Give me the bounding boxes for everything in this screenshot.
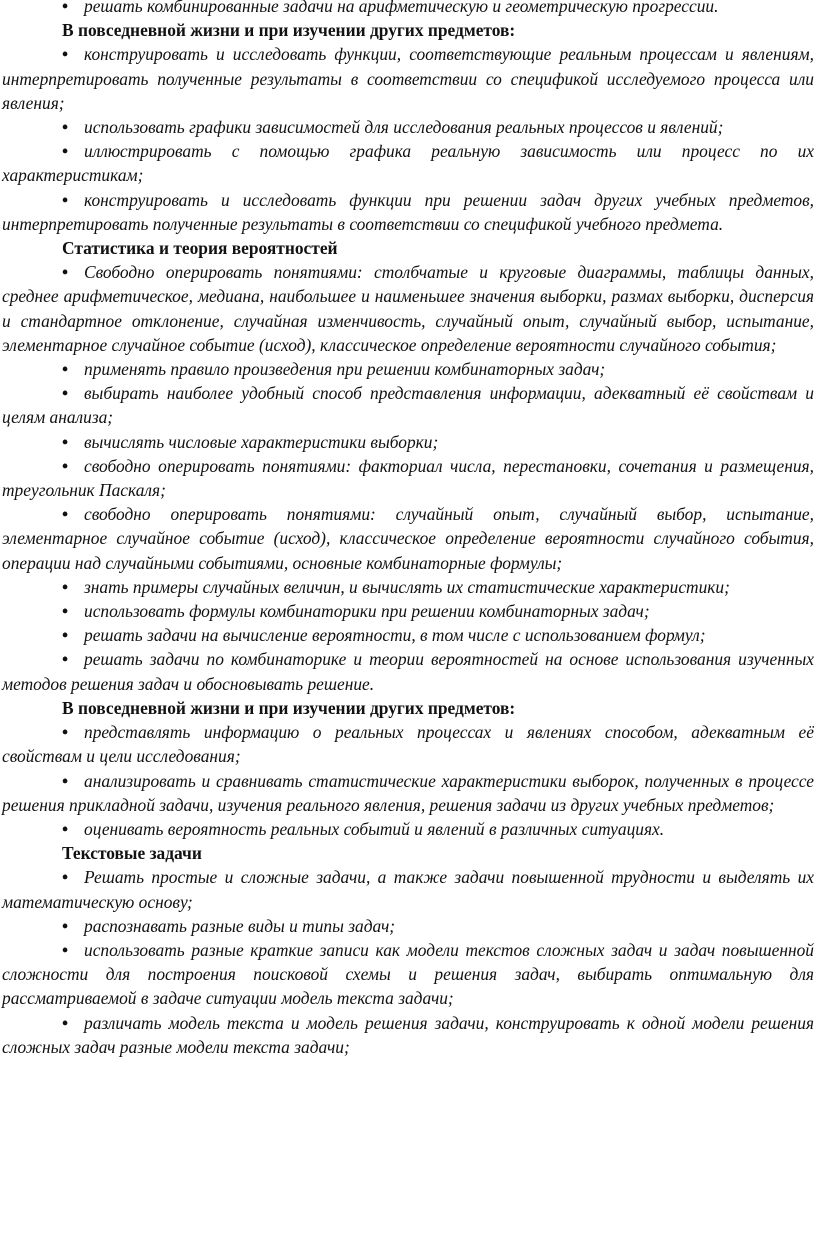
bullet-icon: • <box>62 455 69 476</box>
bullet-icon: • <box>62 1012 69 1033</box>
bullet-icon: • <box>62 939 69 960</box>
bullet-icon: • <box>62 625 69 646</box>
bullet-icon: • <box>62 722 69 743</box>
list-item: • решать комбинированные задачи на арифметическую и геометрическую прогрессии. <box>2 0 814 18</box>
bullet-icon: • <box>62 141 69 162</box>
bullet-icon: • <box>62 44 69 65</box>
list-item: • использовать формулы комбинаторики при решении комбинаторных задач; <box>2 599 814 623</box>
bullet-icon: • <box>62 818 69 839</box>
list-item: • использовать графики зависимостей для исследования реальных процессов и явлений; <box>2 115 814 139</box>
bullet-icon: • <box>62 189 69 210</box>
bullet-icon: • <box>62 359 69 380</box>
bullet-icon: • <box>62 383 69 404</box>
list-item: • анализировать и сравнивать статистические характеристики выборок, полученных в процессе решения прикладной задачи, изучения реального явления, решения задачи из других учебных предметов; <box>2 770 814 815</box>
list-item: • представлять информацию о реальных процессах и явлениях способом, адекватным её свойствам и цели исследования; <box>2 722 814 767</box>
bullet-icon: • <box>62 576 69 597</box>
list-item: • использовать разные краткие записи как модели текстов сложных задач и задач повышенной сложности для построения поисковой схемы и решения задач, выбирать оптимальную для рассматриваемой в задаче ситуации модель текста задачи; <box>2 939 814 1009</box>
list-item: • Решать простые и сложные задачи, а также задачи повышенной трудности и выделять их математическую основу; <box>2 867 814 912</box>
list-item: • выбирать наиболее удобный способ представления информации, адекватный её свойствам и целям анализа; <box>2 383 814 428</box>
list-item: • различать модель текста и модель решения задачи, конструировать к одной модели решения сложных задач разные модели текста задачи; <box>2 1012 814 1057</box>
list-item: • применять правило произведения при решении комбинаторных задач; <box>2 357 814 381</box>
bullet-icon: • <box>62 0 69 16</box>
section-heading: В повседневной жизни и при изучении других предметов: <box>62 697 516 718</box>
section-heading: Статистика и теория вероятностей <box>62 238 338 259</box>
list-item: • знать примеры случайных величин, и вычислять их статистические характеристики; <box>2 575 814 599</box>
bullet-icon: • <box>62 431 69 452</box>
bullet-icon: • <box>62 649 69 670</box>
bullet-icon: • <box>62 867 69 888</box>
section-heading: В повседневной жизни и при изучении других предметов: <box>62 20 516 41</box>
bullet-icon: • <box>62 504 69 525</box>
list-item: • оценивать вероятность реальных событий и явлений в различных ситуациях. <box>2 817 814 841</box>
list-item: • Свободно оперировать понятиями: столбчатые и круговые диаграммы, таблицы данных, среднее арифметическое, медиана, наибольшее и наименьшее значения выборки, размах выборки, дисперсия и стандартное отклонение, случайная изменчивость, случайный опыт, случайный выбор, испытание, элементарное случайное событие (исход), классическое определение вероятности случайного события; <box>2 262 814 355</box>
list-item: • конструировать и исследовать функции при решении задач других учебных предметов, интерпретировать полученные результаты в соответствии со спецификой учебного предмета. <box>2 189 814 234</box>
list-item: • свободно оперировать понятиями: случайный опыт, случайный выбор, испытание, элементарное случайное событие (исход), классическое определение вероятности случайного события, операции над случайными событиями, основные комбинаторные формулы; <box>2 504 814 573</box>
bullet-icon: • <box>62 770 69 791</box>
bullet-icon: • <box>62 262 69 283</box>
bullet-icon: • <box>62 117 69 138</box>
bullet-icon: • <box>62 601 69 622</box>
list-item: • свободно оперировать понятиями: факториал числа, перестановки, сочетания и размещения, треугольник Паскаля; <box>2 455 814 501</box>
list-item: • иллюстрировать с помощью графика реальную зависимость или процесс по их характеристикам; <box>2 141 814 186</box>
bullet-icon: • <box>62 915 69 936</box>
list-item: • распознавать разные виды и типы задач; <box>2 914 814 938</box>
section-heading: Текстовые задачи <box>62 843 202 864</box>
list-item: • вычислять числовые характеристики выборки; <box>2 430 814 454</box>
list-item: • решать задачи по комбинаторике и теории вероятностей на основе использования изученных методов решения задач и обосновывать решение. <box>2 649 814 694</box>
list-item: • решать задачи на вычисление вероятности, в том числе с использованием формул; <box>2 623 814 647</box>
list-item: • конструировать и исследовать функции, соответствующие реальным процессам и явлениям, интерпретировать полученные результаты в соответствии со спецификой исследуемого процесса или явления; <box>2 44 814 113</box>
